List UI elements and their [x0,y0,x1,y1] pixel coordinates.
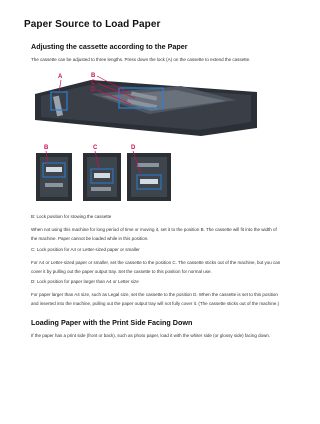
position-c-caption: C: Lock position for A4 or Letter-sized paper or smaller [31,247,140,252]
label-c: C [91,80,96,86]
position-c-detail: For A4 or Letter-sized paper or smaller, set the cassette to the position C. The cassette sticks out of the machine, but you can cover it by pulling out the paper output tray. Set the cassette to this position for normal use. [31,260,281,274]
position-d-detail: For paper larger than A4 size, such as Legal size, set the cassette to the position D. When the cassette is set to this position and inserted into the machine, pulling out the paper output tray will not fully cover it. (The cassette sticks out of the machine.) [31,292,280,306]
position-c-image [83,151,121,201]
position-b-caption: B: Lock position for stowing the cassette [31,214,112,219]
intro-text: The cassette can be adjusted to three lengths. Press down the lock (A) on the cassette to extend the cassette. [31,57,251,62]
section-heading-adjusting: Adjusting the cassette according to the Paper [31,42,188,51]
cassette-main-figure [31,70,261,138]
position-label-b: B [44,145,49,151]
print-side-text: If the paper has a print side (front or back), such as photo paper, load it with the whiter side (or glossy side) facing down. [31,333,271,338]
section-heading-print-side: Loading Paper with the Print Side Facing Down [31,318,193,327]
label-b: B [91,73,96,79]
position-b-detail: When not using this machine for long period of time or moving it, set it to the position B. The cassette will fit into the width of the machine. Paper cannot be loaded while in this position. [31,227,277,241]
position-d-caption: D: Lock position for paper larger than A4 or Letter size [31,279,139,284]
position-label-c: C [93,145,98,151]
position-b-image [36,151,72,201]
position-label-d: D [131,145,136,151]
cassette-positions-figure [33,143,259,205]
label-d: D [91,87,96,93]
position-d-image [127,151,171,201]
label-a: A [58,74,63,80]
page-title: Paper Source to Load Paper [24,19,161,30]
